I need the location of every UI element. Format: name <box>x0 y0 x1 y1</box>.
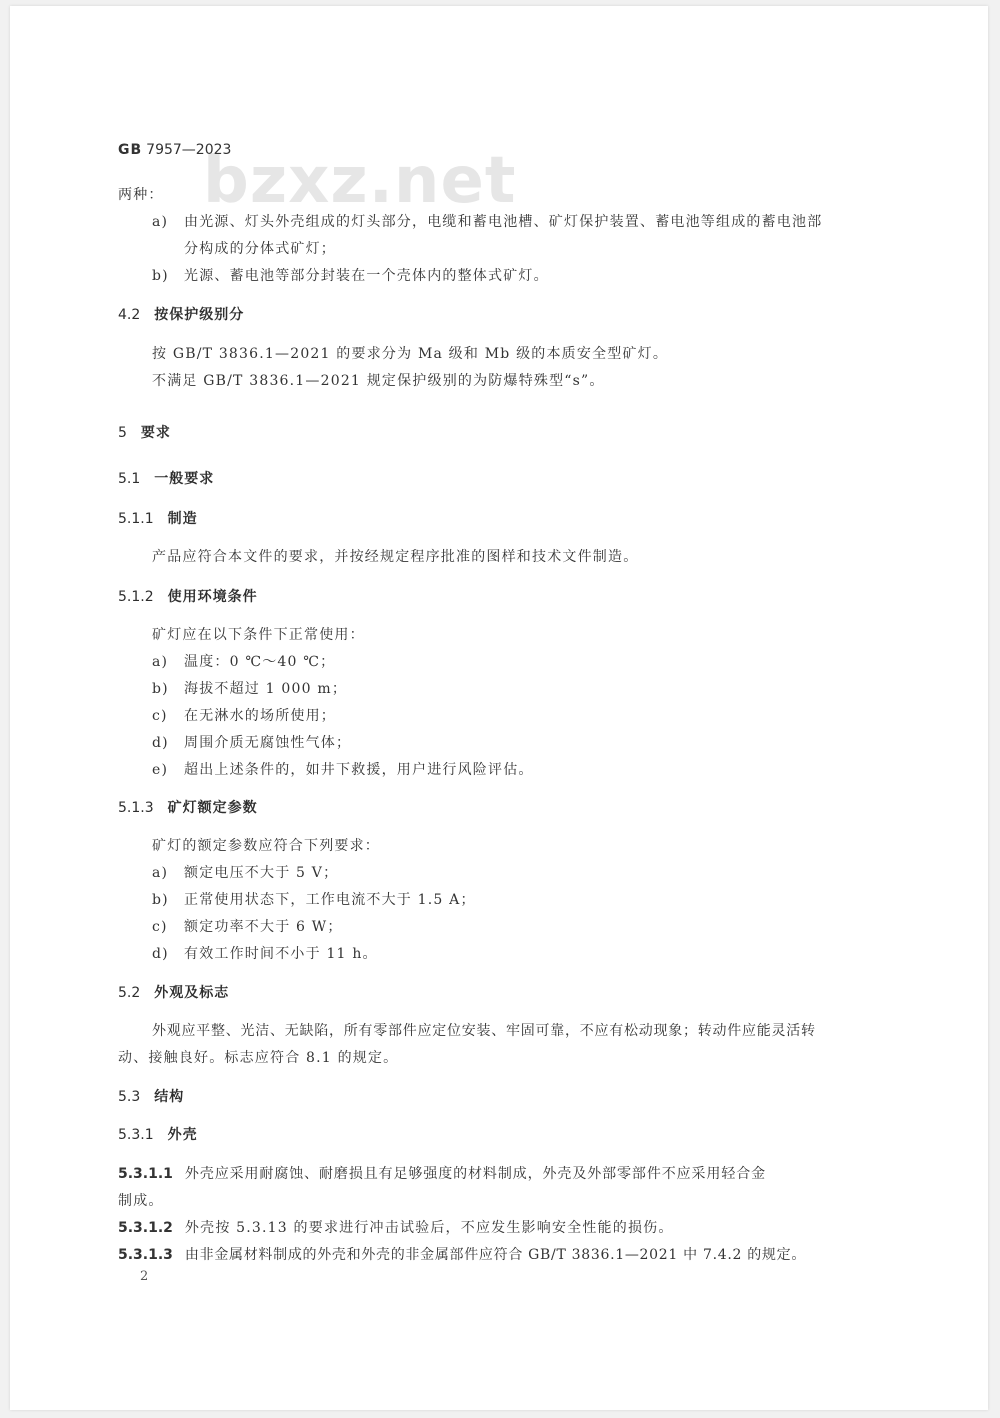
list-text: 周围介质无腐蚀性气体； <box>184 735 352 751</box>
list-item <box>152 211 822 231</box>
clause <box>118 1217 674 1237</box>
list-item <box>152 265 549 285</box>
section-number: 5.3 <box>118 1089 141 1105</box>
section-number: 5.3.1 <box>118 1127 154 1143</box>
standard-number: 7957—2023 <box>146 142 232 158</box>
list-marker: a) <box>152 654 169 670</box>
list-marker: a) <box>152 865 169 881</box>
list-text: 在无淋水的场所使用； <box>184 708 336 724</box>
list-text: 海拔不超过 1 000 m； <box>184 681 348 697</box>
list-marker: c) <box>152 919 168 935</box>
section-number: 5.1 <box>118 471 141 487</box>
section-number: 5.2 <box>118 985 141 1001</box>
section-heading <box>118 304 244 324</box>
list-text-continued: 分构成的分体式矿灯； <box>184 241 336 257</box>
list-text: 正常使用状态下，工作电流不大于 1.5 A； <box>184 892 476 908</box>
paragraph: 外观应平整、光洁、无缺陷，所有零部件应定位安装、牢固可靠，不应有松动现象；转动件应能灵活转 <box>152 1023 816 1039</box>
paragraph: 不满足 GB/T 3836.1—2021 规定保护级别的为防爆特殊型“s”。 <box>152 373 605 389</box>
paragraph-continued: 动、接触良好。标志应符合 8.1 的规定。 <box>118 1050 399 1066</box>
section-title: 外壳 <box>167 1127 198 1143</box>
list-item <box>152 732 351 752</box>
section-title: 矿灯额定参数 <box>167 800 258 816</box>
section-title: 按保护级别分 <box>154 307 245 323</box>
list-marker: d) <box>152 735 169 751</box>
section-number: 5 <box>118 425 127 441</box>
section-title: 外观及标志 <box>154 985 230 1001</box>
list-marker: e) <box>152 762 169 778</box>
list-marker: b) <box>152 892 169 908</box>
section-heading <box>118 468 214 488</box>
list-text: 光源、蓄电池等部分封装在一个壳体内的整体式矿灯。 <box>184 268 549 284</box>
paragraph: 矿灯应在以下条件下正常使用： <box>152 627 365 643</box>
clause-text: 外壳应采用耐腐蚀、耐磨损且有足够强度的材料制成，外壳及外部零部件不应采用轻合金 <box>184 1166 767 1182</box>
clause <box>118 1163 766 1183</box>
clause-number: 5.3.1.3 <box>118 1247 173 1263</box>
clause-number: 5.3.1.2 <box>118 1220 173 1236</box>
watermark: bzxz.net <box>203 144 517 218</box>
list-text: 额定功率不大于 6 W； <box>184 919 343 935</box>
paragraph: 产品应符合本文件的要求，并按经规定程序批准的图样和技术文件制造。 <box>152 549 639 565</box>
section-number: 5.1.3 <box>118 800 154 816</box>
section-heading <box>118 1086 184 1106</box>
list-text: 温度：0 ℃～40 ℃； <box>184 654 336 670</box>
list-item <box>152 705 336 725</box>
subsection-heading <box>118 508 198 528</box>
clause-number: 5.3.1.1 <box>118 1166 173 1182</box>
section-number: 5.1.1 <box>118 511 154 527</box>
clause-text: 外壳按 5.3.13 的要求进行冲击试验后，不应发生影响安全性能的损伤。 <box>184 1220 674 1236</box>
page-number: 2 <box>140 1269 149 1284</box>
clause <box>118 1244 806 1264</box>
section-title: 使用环境条件 <box>167 589 258 605</box>
clause-text-continued: 制成。 <box>118 1193 164 1209</box>
section-title: 结构 <box>154 1089 185 1105</box>
list-text: 额定电压不大于 5 V； <box>184 865 339 881</box>
section-title: 要求 <box>140 425 171 441</box>
chapter-heading <box>118 422 171 442</box>
list-item <box>152 943 378 963</box>
list-item <box>152 916 343 936</box>
clause-text: 由非金属材料制成的外壳和外壳的非金属部件应符合 GB/T 3836.1—2021 中 7.4.2 的规定。 <box>184 1247 807 1263</box>
list-item <box>152 651 335 671</box>
section-number: 5.1.2 <box>118 589 154 605</box>
list-marker: b) <box>152 681 169 697</box>
list-marker: a) <box>152 214 169 230</box>
standard-header <box>118 142 231 158</box>
list-item <box>152 889 476 909</box>
list-text: 超出上述条件的，如井下救援，用户进行风险评估。 <box>184 762 534 778</box>
section-title: 制造 <box>167 511 198 527</box>
intro-text: 两种： <box>118 187 164 203</box>
section-title: 一般要求 <box>154 471 215 487</box>
subsection-heading <box>118 586 258 606</box>
list-text: 有效工作时间不小于 11 h。 <box>184 946 378 962</box>
list-item <box>152 862 338 882</box>
subsection-heading <box>118 797 258 817</box>
list-text: 由光源、灯头外壳组成的灯头部分，电缆和蓄电池槽、矿灯保护装置、蓄电池等组成的蓄电池部 <box>184 214 823 230</box>
list-marker: b) <box>152 268 169 284</box>
subsection-heading <box>118 1124 198 1144</box>
section-number: 4.2 <box>118 307 141 323</box>
list-item <box>152 759 534 779</box>
document-page <box>10 6 988 1410</box>
paragraph: 按 GB/T 3836.1—2021 的要求分为 Ma 级和 Mb 级的本质安全型矿灯。 <box>152 346 669 362</box>
section-heading <box>118 982 229 1002</box>
list-marker: c) <box>152 708 168 724</box>
paragraph: 矿灯的额定参数应符合下列要求： <box>152 838 380 854</box>
list-marker: d) <box>152 946 169 962</box>
standard-code: GB <box>118 142 143 158</box>
list-item <box>152 678 347 698</box>
